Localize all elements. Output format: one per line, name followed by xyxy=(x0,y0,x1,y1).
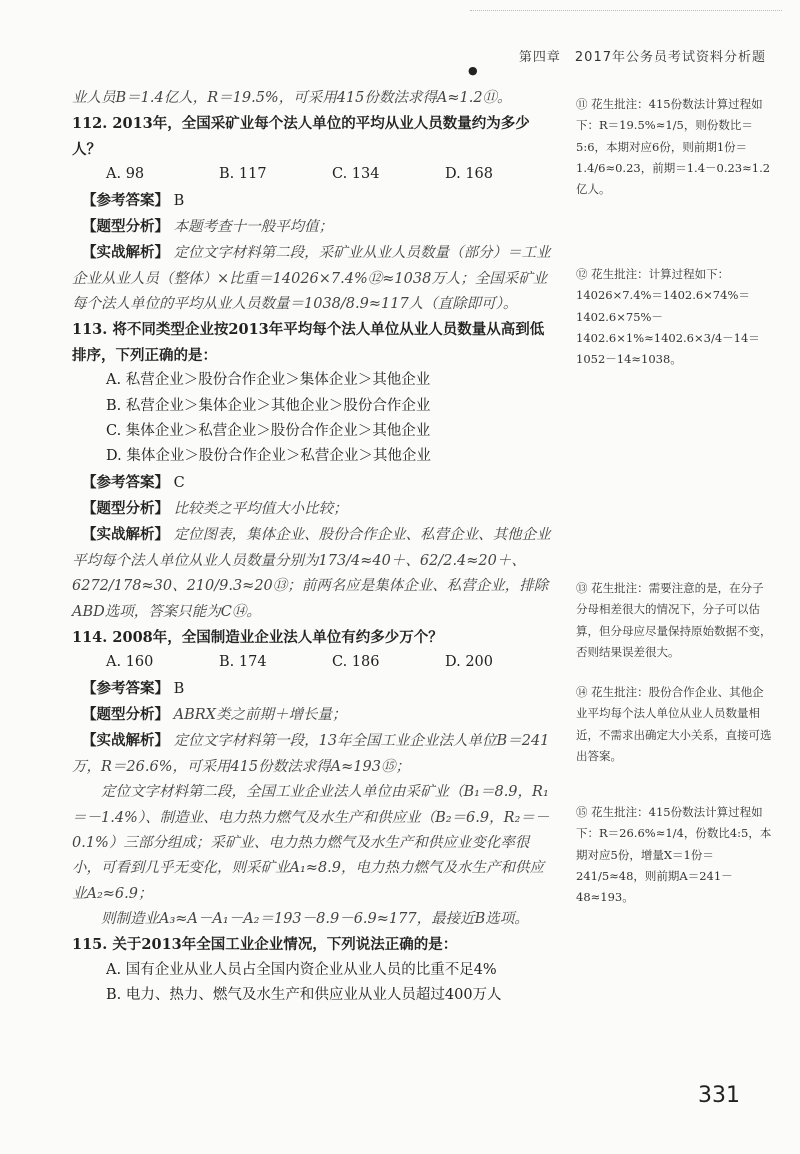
running-header: 第四章 2017年公务员考试资料分析题 xyxy=(518,50,766,65)
analysis-label: 【实战解析】 xyxy=(82,526,169,544)
analysis-text-3: 则制造业A₃≈A－A₁－A₂＝193－8.9－6.9≈177，最接近B选项。 xyxy=(101,911,529,927)
side-note-14: ⑭ 花生批注：股份合作企业、其他企业平均每个法人单位从业人员数量相近，不需求出确定大小关系，直接可选出答案。 xyxy=(576,685,772,763)
answer-value: B xyxy=(173,192,185,209)
options-112 xyxy=(72,162,558,187)
type-label: 【题型分析】 xyxy=(82,500,169,517)
question-stem: 关于2013年全国工业企业情况，下列说法正确的是： xyxy=(112,936,458,954)
option-c: C. 134 xyxy=(332,166,380,183)
question-number: 113. xyxy=(72,321,108,339)
analysis-label: 【实战解析】 xyxy=(82,732,169,750)
question-113 xyxy=(72,317,558,368)
options-114 xyxy=(72,650,558,675)
type-112 xyxy=(72,214,558,240)
question-number: 114. xyxy=(72,628,108,646)
type-label: 【题型分析】 xyxy=(82,217,169,235)
option-c: C. 集体企业＞私营企业＞股份合作企业＞其他企业 xyxy=(106,422,431,439)
answer-113 xyxy=(72,470,558,496)
question-stem: 将不同类型企业按2013年平均每个法人单位从业人员数量从高到低排序，下列正确的是： xyxy=(72,321,545,364)
answer-label: 【参考答案】 xyxy=(82,679,169,697)
option-b: B. 电力、热力、燃气及水生产和供应业从业人员超过400万人 xyxy=(106,987,502,1004)
answer-label: 【参考答案】 xyxy=(82,473,169,491)
analysis-text: 定位文字材料第二段，采矿业从业人员数量（部分）＝工业企业从业人员（整体）×比重＝14026×7.4%⑫≈1038万人；全国采矿业每个法人单位的平均从业人员数量＝1038/8.9≈117人（直除即可）。 xyxy=(72,245,551,312)
type-label: 【题型分析】 xyxy=(82,706,169,723)
option-d: D. 集体企业＞股份合作企业＞私营企业＞其他企业 xyxy=(106,448,431,465)
answer-label: 【参考答案】 xyxy=(82,191,169,209)
question-stem: 2013年，全国采矿业每个法人单位的平均从业人员数量约为多少人？ xyxy=(72,115,530,158)
question-stem: 2008年，全国制造业企业法人单位有约多少万个？ xyxy=(112,628,443,646)
option-a: A. 国有企业从业人员占全国内资企业从业人员的比重不足4% xyxy=(106,961,497,978)
option-d: D. 168 xyxy=(445,166,494,183)
option-b: B. 174 xyxy=(219,654,267,671)
answer-114 xyxy=(72,676,558,702)
analysis-text: 定位图表，集体企业、股份合作企业、私营企业、其他企业平均每个法人单位从业人员数量分别为173/4≈40＋、62/2.4≈20＋、6272/178≈30、210/9.3≈20⑬；前两名应是集体企业、私营企业，排除ABD选项，答案只能为C⑭。 xyxy=(72,527,551,620)
option-d: D. 200 xyxy=(445,654,494,671)
side-note-15: ⑮ 花生批注：415份数法计算过程如下：R＝26.6%≈1/4，份数比4:5，本期对应5份，增量X＝1份＝241/5≈48，则前期A＝241－48≈193。 xyxy=(576,805,772,905)
side-note-13: ⑬ 花生批注：需要注意的是，在分子分母相差很大的情况下，分子可以估算，但分母应尽量保持原始数据不变，否则结果误差很大。 xyxy=(576,581,772,659)
answer-value: C xyxy=(173,474,185,491)
header-rule xyxy=(470,10,782,11)
analysis-label: 【实战解析】 xyxy=(82,244,169,262)
analysis-text-1: 定位文字材料第一段，13年全国工业企业法人单位B＝241万，R＝26.6%，可采用415份数法求得A≈193⑮； xyxy=(72,733,550,775)
side-note-12: ⑫ 花生批注：计算过程如下：14026×7.4%＝1402.6×74%＝1402.6×75%－1402.6×1%≈1402.6×3/4－14＝1052－14≈1038。 xyxy=(576,267,760,367)
main-column xyxy=(72,86,558,1009)
header-bullet: ● xyxy=(468,64,478,77)
question-number: 112. xyxy=(72,115,108,133)
type-113 xyxy=(72,496,558,522)
question-112 xyxy=(72,111,558,162)
option-a: A. 160 xyxy=(106,654,154,671)
analysis-114 xyxy=(72,728,558,780)
option-a: A. 98 xyxy=(106,166,145,183)
option-c: C. 186 xyxy=(332,654,380,671)
analysis-112 xyxy=(72,240,558,317)
question-114 xyxy=(72,625,558,650)
type-text: 比较类之平均值大小比较； xyxy=(173,501,348,517)
analysis-text-2: 定位文字材料第二段，全国工业企业法人单位由采矿业（B₁＝8.9，R₁＝－1.4%）、制造业、电力热力燃气及水生产和供应业（B₂＝6.9，R₂＝－0.1%）三部分组成；采矿业、电力热力燃气及水生产和供应业变化率很小，可看到几乎无变化，则采矿业A₁≈8.9，电力热力燃气及水生产和供应业A₂≈6.9； xyxy=(72,784,550,902)
question-number: 115. xyxy=(72,936,108,954)
question-115 xyxy=(72,932,558,957)
option-b: B. 私营企业＞集体企业＞其他企业＞股份合作企业 xyxy=(106,397,431,414)
type-text: 本题考查十一般平均值； xyxy=(173,218,334,235)
option-a: A. 私营企业＞股份合作企业＞集体企业＞其他企业 xyxy=(106,372,431,389)
lead-line: 业人员B＝1.4亿人，R＝19.5%，可采用415份数法求得A≈1.2⑪。 xyxy=(72,90,512,106)
page-number: 331 xyxy=(698,1083,740,1108)
type-114 xyxy=(72,702,558,728)
analysis-113 xyxy=(72,522,558,625)
answer-112 xyxy=(72,188,558,214)
type-text: ABRX类之前期＋增长量； xyxy=(173,707,347,723)
answer-value: B xyxy=(173,680,185,697)
side-note-11: ⑪ 花生批注：415份数法计算过程如下：R＝19.5%≈1/5，则份数比＝5:6，本期对应6份，则前期1份＝1.4/6≈0.23，前期＝1.4－0.23≈1.2亿人。 xyxy=(576,97,771,197)
option-b: B. 117 xyxy=(219,166,267,183)
